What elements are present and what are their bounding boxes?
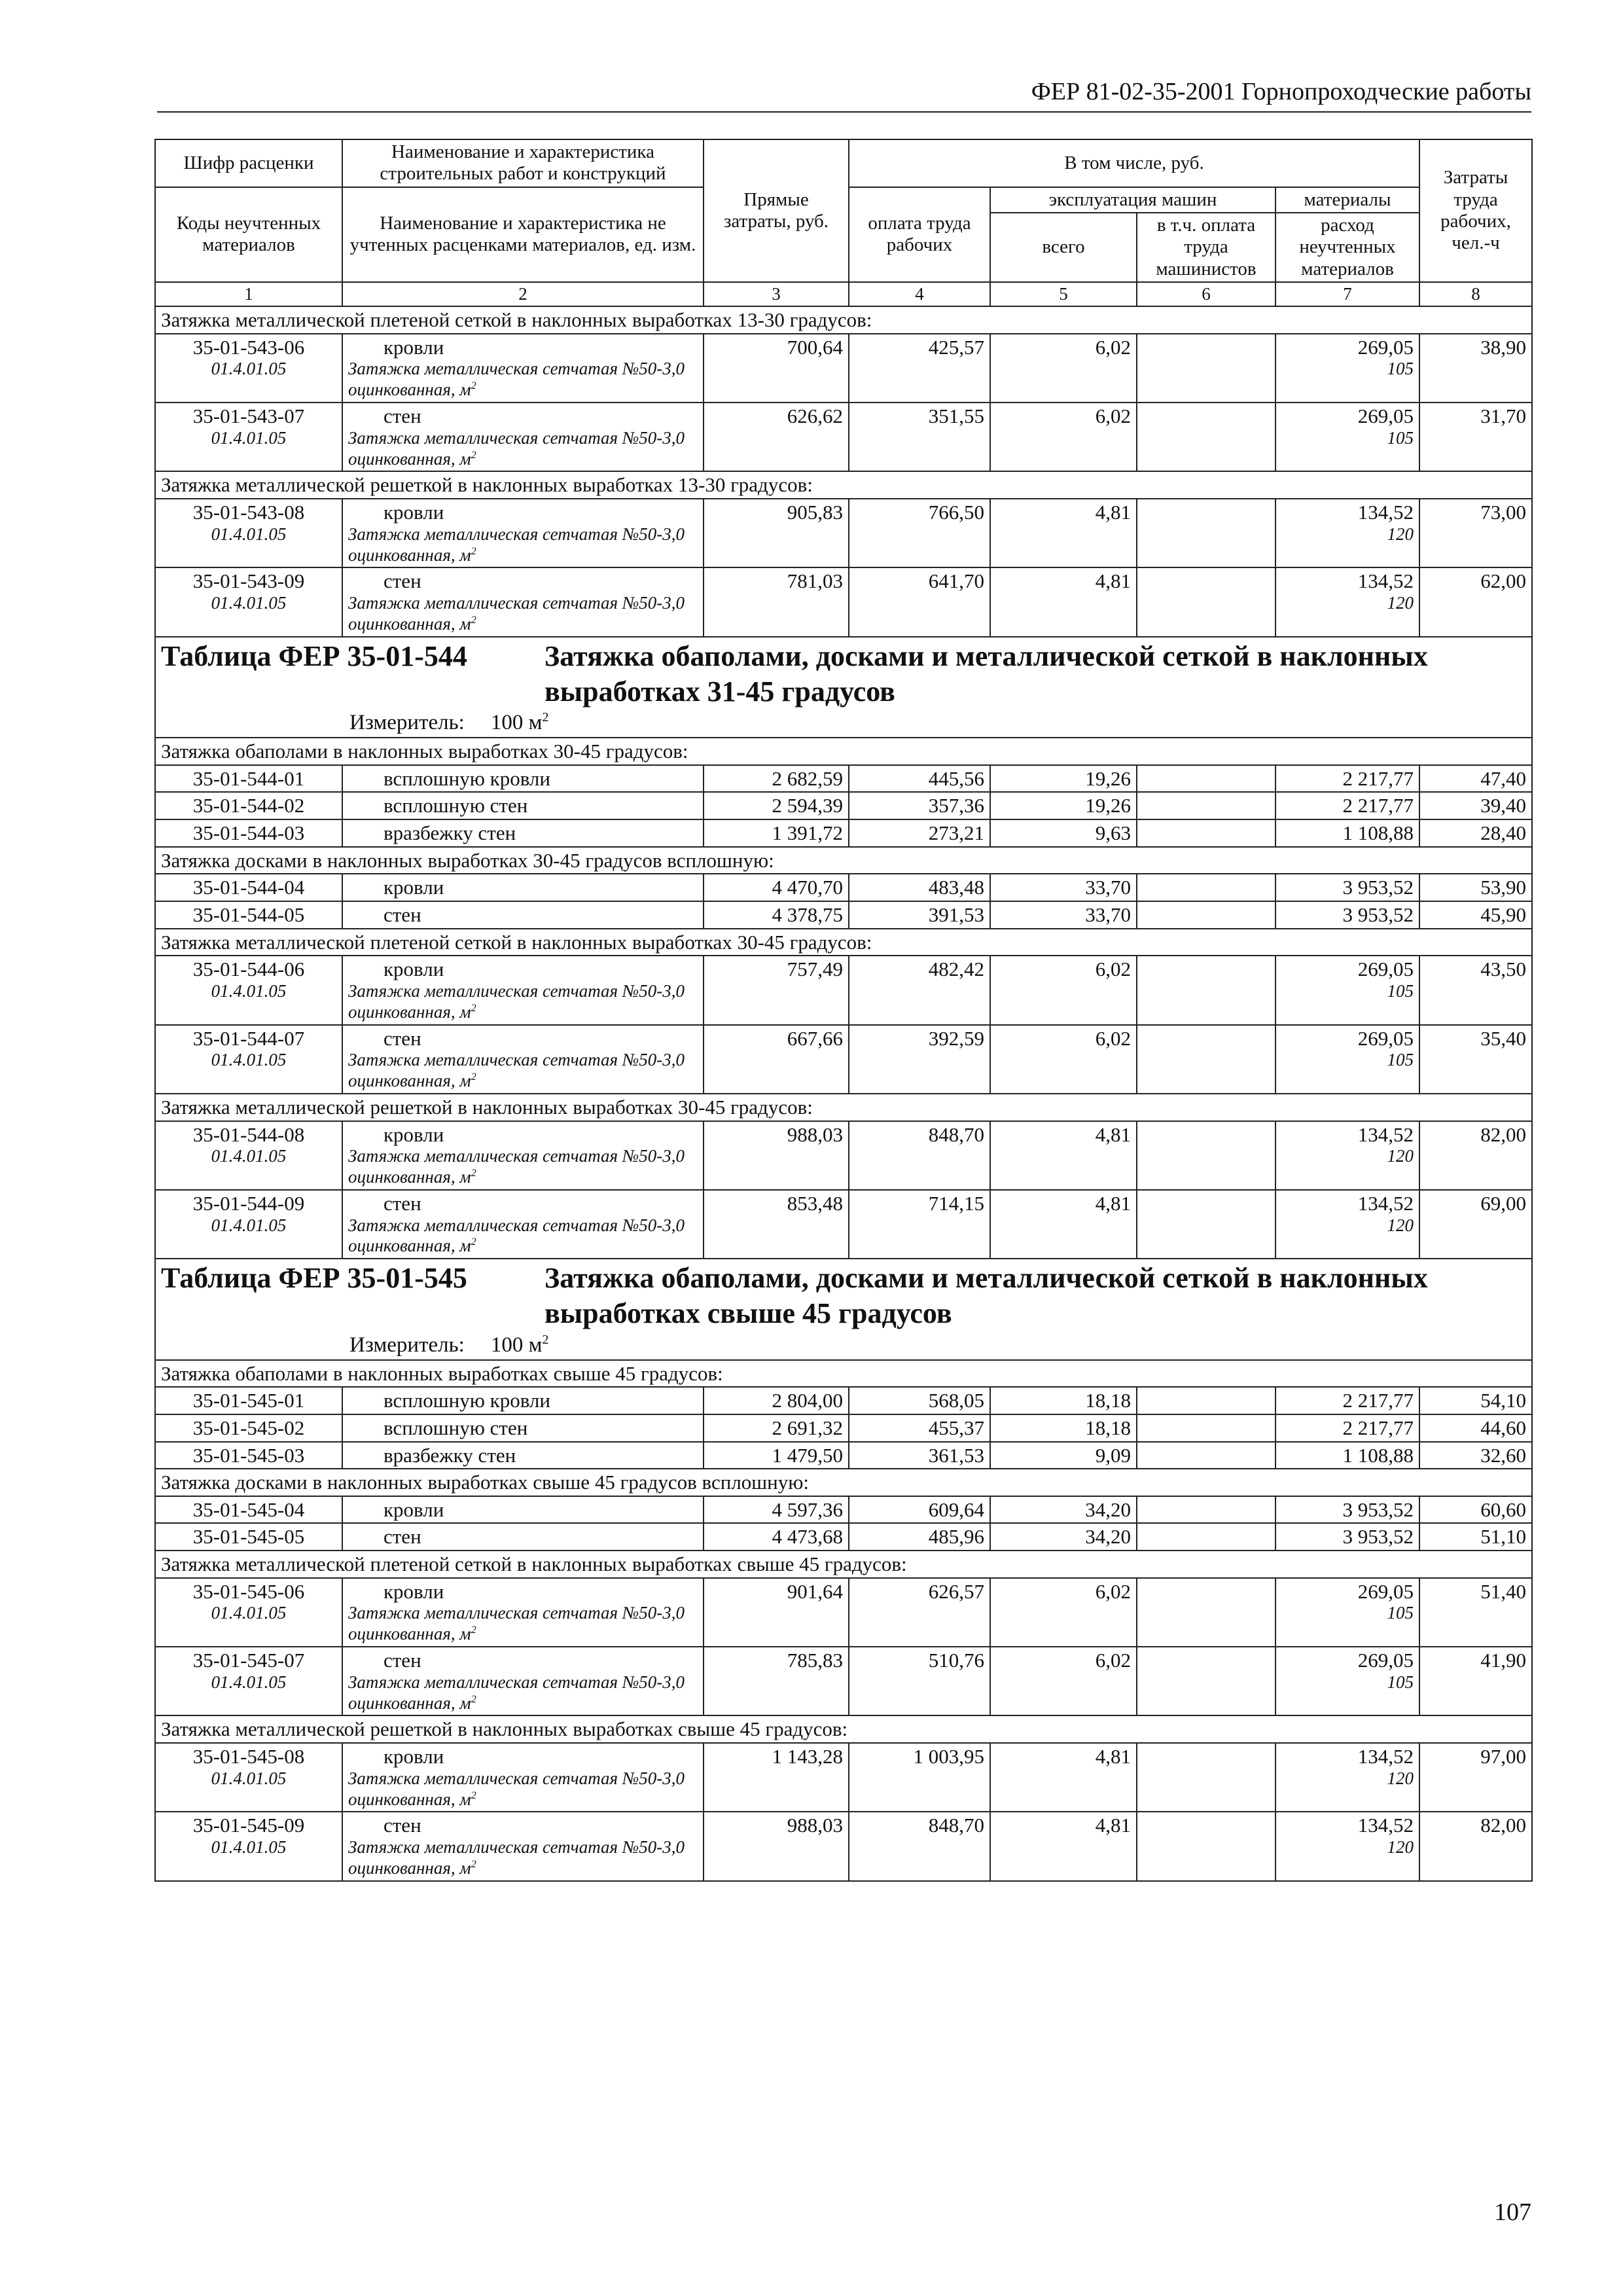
col-incl-header: В том числе, руб. bbox=[849, 139, 1419, 187]
table-name: Затяжка обаполами, досками и металлической сеткой в наклонных выработках 31-45 градусов bbox=[544, 639, 1428, 708]
col-num: 4 bbox=[849, 282, 990, 306]
materials: 269,05 bbox=[1357, 1579, 1414, 1603]
table-row bbox=[155, 765, 1532, 793]
machines-wages bbox=[1137, 1647, 1275, 1715]
work-name: кровли bbox=[383, 1122, 444, 1146]
material-name: Затяжка металлическая сетчатая №50-3,0 оцинкованная, $м^2$ bbox=[348, 1768, 685, 1809]
machines-total: 4,81 bbox=[990, 567, 1137, 636]
table-row bbox=[155, 1496, 1532, 1524]
direct-cost: 4 473,68 bbox=[704, 1523, 849, 1551]
material-name: Затяжка металлическая сетчатая №50-3,0 оцинкованная, $м^2$ bbox=[348, 1837, 685, 1878]
materials: 3 953,52 bbox=[1275, 1496, 1419, 1524]
machines-total: 18,18 bbox=[990, 1414, 1137, 1442]
labor: 45,90 bbox=[1419, 901, 1532, 929]
material-code: 01.4.01.05 bbox=[211, 1050, 287, 1070]
page-number: 107 bbox=[1494, 2198, 1531, 2226]
work-name: кровли bbox=[383, 335, 444, 359]
machines-wages bbox=[1137, 499, 1275, 567]
table-row bbox=[155, 1743, 1532, 1812]
machines-wages bbox=[1137, 956, 1275, 1024]
labor: 38,90 bbox=[1419, 334, 1532, 403]
material-qty: 105 bbox=[1387, 1603, 1414, 1623]
work-name: стен bbox=[383, 903, 421, 926]
material-name: Затяжка металлическая сетчатая №50-3,0 оцинкованная, $м^2$ bbox=[348, 980, 685, 1022]
table-row bbox=[155, 874, 1532, 901]
section-heading: Затяжка металлической плетеной сеткой в наклонных выработках свыше 45 градусов: bbox=[155, 1551, 1532, 1578]
wages: 568,05 bbox=[849, 1387, 990, 1414]
rate-code: 35-01-545-03 bbox=[155, 1442, 342, 1469]
work-name: стен bbox=[383, 1649, 421, 1672]
rate-code: 35-01-545-05 bbox=[155, 1523, 342, 1551]
col-materials2-header: расход неучтенных материалов bbox=[1275, 213, 1419, 282]
table-header bbox=[155, 139, 1532, 306]
labor: 51,40 bbox=[1419, 1578, 1532, 1647]
machines-wages bbox=[1137, 1025, 1275, 1094]
materials: 269,05 bbox=[1357, 1649, 1414, 1672]
table-row bbox=[155, 1812, 1532, 1880]
wages: 357,36 bbox=[849, 792, 990, 819]
machines-total: 9,09 bbox=[990, 1442, 1137, 1469]
rate-code: 35-01-544-05 bbox=[155, 901, 342, 929]
wages: 392,59 bbox=[849, 1025, 990, 1094]
col-num: 2 bbox=[342, 282, 704, 306]
direct-cost: 1 143,28 bbox=[704, 1743, 849, 1812]
direct-cost: 988,03 bbox=[704, 1121, 849, 1190]
materials: 3 953,52 bbox=[1275, 874, 1419, 901]
material-name: Затяжка металлическая сетчатая №50-3,0 оцинкованная, $м^2$ bbox=[348, 427, 685, 469]
direct-cost: 901,64 bbox=[704, 1578, 849, 1647]
machines-wages bbox=[1137, 1812, 1275, 1880]
material-qty: 105 bbox=[1387, 980, 1414, 1001]
work-name: стен bbox=[383, 1026, 421, 1050]
materials: 269,05 bbox=[1357, 958, 1414, 981]
labor: 28,40 bbox=[1419, 819, 1532, 847]
col-materials-header: материалы bbox=[1275, 187, 1419, 213]
material-code: 01.4.01.05 bbox=[211, 1672, 287, 1692]
rate-code: 35-01-544-08 bbox=[192, 1122, 305, 1146]
machines-total: 9,63 bbox=[990, 819, 1137, 847]
labor: 82,00 bbox=[1419, 1121, 1532, 1190]
direct-cost: 700,64 bbox=[704, 334, 849, 403]
table-row bbox=[155, 1578, 1532, 1647]
machines-total: 6,02 bbox=[990, 1647, 1137, 1715]
section-heading: Затяжка металлической решеткой в наклонных выработках 30-45 градусов: bbox=[155, 1094, 1532, 1121]
rate-code: 35-01-544-06 bbox=[192, 958, 305, 981]
direct-cost: 1 479,50 bbox=[704, 1442, 849, 1469]
col-num: 8 bbox=[1419, 282, 1532, 306]
wages: 482,42 bbox=[849, 956, 990, 1024]
section-heading: Затяжка досками в наклонных выработках 30-45 градусов всплошную: bbox=[155, 847, 1532, 874]
wages: 425,57 bbox=[849, 334, 990, 403]
work-name: стен bbox=[383, 1814, 421, 1837]
rate-code: 35-01-545-09 bbox=[192, 1814, 305, 1837]
col-machines-total-header: всего bbox=[990, 213, 1137, 282]
labor: 41,90 bbox=[1419, 1647, 1532, 1715]
material-code: 01.4.01.05 bbox=[211, 1215, 287, 1235]
work-name: всплошную кровли bbox=[383, 766, 550, 790]
machines-wages bbox=[1137, 1578, 1275, 1647]
material-qty: 105 bbox=[1387, 1672, 1414, 1692]
wages: 351,55 bbox=[849, 403, 990, 471]
work-name: вразбежку стен bbox=[383, 1443, 516, 1467]
materials: 2 217,77 bbox=[1275, 1414, 1419, 1442]
machines-wages bbox=[1137, 1743, 1275, 1812]
work-name: кровли bbox=[383, 958, 444, 981]
materials: 134,52 bbox=[1357, 569, 1414, 593]
rate-code: 35-01-545-08 bbox=[192, 1745, 305, 1768]
material-qty: 105 bbox=[1387, 1050, 1414, 1070]
wages: 273,21 bbox=[849, 819, 990, 847]
machines-wages bbox=[1137, 1414, 1275, 1442]
work-name: всплошную кровли bbox=[383, 1389, 550, 1412]
machines-wages bbox=[1137, 765, 1275, 793]
col-num: 3 bbox=[704, 282, 849, 306]
machines-total: 6,02 bbox=[990, 956, 1137, 1024]
material-code: 01.4.01.05 bbox=[211, 593, 287, 613]
section-heading: Затяжка металлической плетеной сеткой в наклонных выработках 13-30 градусов: bbox=[155, 306, 1532, 334]
machines-wages bbox=[1137, 567, 1275, 636]
wages: 714,15 bbox=[849, 1190, 990, 1259]
material-qty: 120 bbox=[1387, 593, 1414, 613]
rate-code: 35-01-544-04 bbox=[155, 874, 342, 901]
labor: 47,40 bbox=[1419, 765, 1532, 793]
table-row bbox=[155, 1025, 1532, 1094]
machines-wages bbox=[1137, 1496, 1275, 1524]
machines-total: 6,02 bbox=[990, 334, 1137, 403]
labor: 35,40 bbox=[1419, 1025, 1532, 1094]
table-title-row bbox=[155, 637, 1532, 738]
wages: 626,57 bbox=[849, 1578, 990, 1647]
labor: 32,60 bbox=[1419, 1442, 1532, 1469]
table-row bbox=[155, 792, 1532, 819]
materials: 2 217,77 bbox=[1275, 765, 1419, 793]
labor: 39,40 bbox=[1419, 792, 1532, 819]
machines-total: 34,20 bbox=[990, 1496, 1137, 1524]
wages: 766,50 bbox=[849, 499, 990, 567]
work-name: кровли bbox=[383, 1498, 444, 1521]
materials: 3 953,52 bbox=[1275, 1523, 1419, 1551]
direct-cost: 1 391,72 bbox=[704, 819, 849, 847]
col-name-header: Наименование и характеристика строительных работ и конструкций bbox=[342, 139, 704, 187]
labor: 97,00 bbox=[1419, 1743, 1532, 1812]
rate-code: 35-01-544-03 bbox=[155, 819, 342, 847]
material-name: Затяжка металлическая сетчатая №50-3,0 оцинкованная, $м^2$ bbox=[348, 1672, 685, 1713]
table-code: Таблица ФЕР 35-01-544 bbox=[161, 639, 467, 672]
direct-cost: 905,83 bbox=[704, 499, 849, 567]
material-code: 01.4.01.05 bbox=[211, 1603, 287, 1623]
section-heading: Затяжка обаполами в наклонных выработках свыше 45 градусов: bbox=[155, 1360, 1532, 1388]
table-row bbox=[155, 499, 1532, 567]
rate-code: 35-01-543-09 bbox=[192, 569, 305, 593]
machines-total: 19,26 bbox=[990, 765, 1137, 793]
material-name: Затяжка металлическая сетчатая №50-3,0 оцинкованная, $м^2$ bbox=[348, 593, 685, 634]
labor: 69,00 bbox=[1419, 1190, 1532, 1259]
direct-cost: 2 691,32 bbox=[704, 1414, 849, 1442]
direct-cost: 785,83 bbox=[704, 1647, 849, 1715]
document-title: ФЕР 81-02-35-2001 Горнопроходческие работы bbox=[1031, 78, 1531, 105]
table-row bbox=[155, 1387, 1532, 1414]
table-row bbox=[155, 567, 1532, 636]
table-code: Таблица ФЕР 35-01-545 bbox=[161, 1262, 467, 1295]
machines-wages bbox=[1137, 901, 1275, 929]
material-name: Затяжка металлическая сетчатая №50-3,0 оцинкованная, $м^2$ bbox=[348, 1603, 685, 1644]
direct-cost: 988,03 bbox=[704, 1812, 849, 1880]
work-name: стен bbox=[383, 569, 421, 593]
work-name: стен bbox=[383, 1525, 421, 1549]
table-row bbox=[155, 403, 1532, 471]
materials: 134,52 bbox=[1357, 501, 1414, 524]
rate-code: 35-01-545-01 bbox=[155, 1387, 342, 1414]
material-code: 01.4.01.05 bbox=[211, 427, 287, 448]
material-qty: 120 bbox=[1387, 1146, 1414, 1166]
rate-code: 35-01-544-09 bbox=[192, 1191, 305, 1215]
col-code-header: Шифр расценки bbox=[155, 139, 342, 187]
direct-cost: 2 682,59 bbox=[704, 765, 849, 793]
table-row bbox=[155, 1442, 1532, 1469]
work-name: всплошную стен bbox=[383, 794, 528, 817]
table-row bbox=[155, 1121, 1532, 1190]
work-name: вразбежку стен bbox=[383, 821, 516, 845]
materials: 134,52 bbox=[1357, 1191, 1414, 1215]
labor: 43,50 bbox=[1419, 956, 1532, 1024]
machines-total: 4,81 bbox=[990, 1190, 1137, 1259]
labor: 31,70 bbox=[1419, 403, 1532, 471]
column-numbers-row bbox=[155, 282, 1532, 306]
work-name: кровли bbox=[383, 1579, 444, 1603]
wages: 510,76 bbox=[849, 1647, 990, 1715]
material-code: 01.4.01.05 bbox=[211, 980, 287, 1001]
machines-wages bbox=[1137, 1387, 1275, 1414]
col-direct-header: Прямые затраты, руб. bbox=[704, 139, 849, 282]
table-row bbox=[155, 1414, 1532, 1442]
labor: 44,60 bbox=[1419, 1414, 1532, 1442]
machines-total: 18,18 bbox=[990, 1387, 1137, 1414]
machines-wages bbox=[1137, 792, 1275, 819]
machines-total: 33,70 bbox=[990, 874, 1137, 901]
labor: 82,00 bbox=[1419, 1812, 1532, 1880]
machines-wages bbox=[1137, 1442, 1275, 1469]
rate-code: 35-01-545-04 bbox=[155, 1496, 342, 1524]
direct-cost: 4 597,36 bbox=[704, 1496, 849, 1524]
machines-total: 34,20 bbox=[990, 1523, 1137, 1551]
labor: 62,00 bbox=[1419, 567, 1532, 636]
col-num: 1 bbox=[155, 282, 342, 306]
labor: 60,60 bbox=[1419, 1496, 1532, 1524]
wages: 641,70 bbox=[849, 567, 990, 636]
direct-cost: 853,48 bbox=[704, 1190, 849, 1259]
wages: 848,70 bbox=[849, 1121, 990, 1190]
wages: 848,70 bbox=[849, 1812, 990, 1880]
rate-code: 35-01-544-02 bbox=[155, 792, 342, 819]
table-row bbox=[155, 334, 1532, 403]
section-heading: Затяжка обаполами в наклонных выработках 30-45 градусов: bbox=[155, 738, 1532, 765]
rate-code: 35-01-543-06 bbox=[192, 335, 305, 359]
table-row bbox=[155, 1190, 1532, 1259]
col-num: 5 bbox=[990, 282, 1137, 306]
machines-wages bbox=[1137, 403, 1275, 471]
labor: 54,10 bbox=[1419, 1387, 1532, 1414]
machines-wages bbox=[1137, 819, 1275, 847]
machines-total: 6,02 bbox=[990, 1025, 1137, 1094]
materials: 2 217,77 bbox=[1275, 792, 1419, 819]
wages: 483,48 bbox=[849, 874, 990, 901]
wages: 445,56 bbox=[849, 765, 990, 793]
materials: 2 217,77 bbox=[1275, 1387, 1419, 1414]
machines-total: 6,02 bbox=[990, 1578, 1137, 1647]
direct-cost: 2 804,00 bbox=[704, 1387, 849, 1414]
table-row bbox=[155, 1647, 1532, 1715]
wages: 1 003,95 bbox=[849, 1743, 990, 1812]
machines-total: 4,81 bbox=[990, 1812, 1137, 1880]
unit-measure: Измеритель: 100 $м^2$ bbox=[349, 710, 549, 735]
table-row bbox=[155, 901, 1532, 929]
rate-code: 35-01-544-01 bbox=[155, 765, 342, 793]
machines-wages bbox=[1137, 1190, 1275, 1259]
machines-wages bbox=[1137, 1523, 1275, 1551]
wages: 609,64 bbox=[849, 1496, 990, 1524]
direct-cost: 626,62 bbox=[704, 403, 849, 471]
work-name: стен bbox=[383, 404, 421, 428]
materials: 269,05 bbox=[1357, 404, 1414, 428]
material-code: 01.4.01.05 bbox=[211, 359, 287, 379]
table-name: Затяжка обаполами, досками и металлической сеткой в наклонных выработках свыше 45 градусов bbox=[544, 1262, 1428, 1329]
material-code: 01.4.01.05 bbox=[211, 1837, 287, 1857]
page-header bbox=[157, 77, 1531, 113]
machines-wages bbox=[1137, 874, 1275, 901]
rate-code: 35-01-543-07 bbox=[192, 404, 305, 428]
material-code: 01.4.01.05 bbox=[211, 524, 287, 544]
col-num: 6 bbox=[1137, 282, 1275, 306]
materials: 269,05 bbox=[1357, 1026, 1414, 1050]
wages: 391,53 bbox=[849, 901, 990, 929]
direct-cost: 667,66 bbox=[704, 1025, 849, 1094]
col-code2-header: Коды неучтенных материалов bbox=[155, 187, 342, 282]
material-qty: 105 bbox=[1387, 359, 1414, 379]
col-num: 7 bbox=[1275, 282, 1419, 306]
col-machines-header: эксплуатация машин bbox=[990, 187, 1275, 213]
table-row bbox=[155, 819, 1532, 847]
rates-table bbox=[154, 139, 1533, 1882]
direct-cost: 2 594,39 bbox=[704, 792, 849, 819]
material-name: Затяжка металлическая сетчатая №50-3,0 оцинкованная, $м^2$ bbox=[348, 1050, 685, 1091]
material-code: 01.4.01.05 bbox=[211, 1768, 287, 1788]
wages: 455,37 bbox=[849, 1414, 990, 1442]
wages: 361,53 bbox=[849, 1442, 990, 1469]
work-name: кровли bbox=[383, 1745, 444, 1768]
machines-wages bbox=[1137, 1121, 1275, 1190]
section-heading: Затяжка металлической плетеной сеткой в наклонных выработках 30-45 градусов: bbox=[155, 929, 1532, 956]
rate-code: 35-01-544-07 bbox=[192, 1026, 305, 1050]
material-qty: 120 bbox=[1387, 1837, 1414, 1857]
materials: 1 108,88 bbox=[1275, 1442, 1419, 1469]
machines-total: 33,70 bbox=[990, 901, 1137, 929]
table-row bbox=[155, 956, 1532, 1024]
rate-code: 35-01-543-08 bbox=[192, 501, 305, 524]
work-name: кровли bbox=[383, 876, 444, 899]
material-code: 01.4.01.05 bbox=[211, 1146, 287, 1166]
section-heading: Затяжка металлической решеткой в наклонных выработках 13-30 градусов: bbox=[155, 471, 1532, 499]
col-labor-header: Затраты труда рабочих, чел.-ч bbox=[1419, 139, 1532, 282]
material-name: Затяжка металлическая сетчатая №50-3,0 оцинкованная, $м^2$ bbox=[348, 359, 685, 400]
direct-cost: 757,49 bbox=[704, 956, 849, 1024]
direct-cost: 781,03 bbox=[704, 567, 849, 636]
labor: 51,10 bbox=[1419, 1523, 1532, 1551]
direct-cost: 4 378,75 bbox=[704, 901, 849, 929]
machines-total: 4,81 bbox=[990, 1743, 1137, 1812]
work-name: всплошную стен bbox=[383, 1416, 528, 1439]
labor: 53,90 bbox=[1419, 874, 1532, 901]
col-name2-header: Наименование и характеристика не учтенных расценками материалов, ед. изм. bbox=[342, 187, 704, 282]
work-name: стен bbox=[383, 1191, 421, 1215]
material-name: Затяжка металлическая сетчатая №50-3,0 оцинкованная, $м^2$ bbox=[348, 1146, 685, 1187]
material-name: Затяжка металлическая сетчатая №50-3,0 оцинкованная, $м^2$ bbox=[348, 1215, 685, 1256]
unit-measure: Измеритель: 100 $м^2$ bbox=[349, 1332, 549, 1357]
section-heading: Затяжка досками в наклонных выработках свыше 45 градусов всплошную: bbox=[155, 1469, 1532, 1496]
machines-total: 19,26 bbox=[990, 792, 1137, 819]
work-name: кровли bbox=[383, 501, 444, 524]
table-row bbox=[155, 1523, 1532, 1551]
rate-code: 35-01-545-02 bbox=[155, 1414, 342, 1442]
material-qty: 120 bbox=[1387, 1215, 1414, 1235]
machines-total: 4,81 bbox=[990, 1121, 1137, 1190]
material-qty: 120 bbox=[1387, 1768, 1414, 1788]
rate-code: 35-01-545-07 bbox=[192, 1649, 305, 1672]
materials: 1 108,88 bbox=[1275, 819, 1419, 847]
materials: 134,52 bbox=[1357, 1814, 1414, 1837]
rate-code: 35-01-545-06 bbox=[192, 1579, 305, 1603]
section-heading: Затяжка металлической решеткой в наклонных выработках свыше 45 градусов: bbox=[155, 1715, 1532, 1743]
col-wages-header: оплата труда рабочих bbox=[849, 187, 990, 282]
material-qty: 120 bbox=[1387, 524, 1414, 544]
machines-total: 4,81 bbox=[990, 499, 1137, 567]
wages: 485,96 bbox=[849, 1523, 990, 1551]
machines-wages bbox=[1137, 334, 1275, 403]
material-qty: 105 bbox=[1387, 427, 1414, 448]
machines-total: 6,02 bbox=[990, 403, 1137, 471]
direct-cost: 4 470,70 bbox=[704, 874, 849, 901]
material-name: Затяжка металлическая сетчатая №50-3,0 оцинкованная, $м^2$ bbox=[348, 524, 685, 565]
materials: 269,05 bbox=[1357, 335, 1414, 359]
materials: 134,52 bbox=[1357, 1745, 1414, 1768]
labor: 73,00 bbox=[1419, 499, 1532, 567]
materials: 134,52 bbox=[1357, 1122, 1414, 1146]
materials: 3 953,52 bbox=[1275, 901, 1419, 929]
col-machines-wages-header: в т.ч. оплата труда машинистов bbox=[1137, 213, 1275, 282]
table-title-row bbox=[155, 1259, 1532, 1359]
